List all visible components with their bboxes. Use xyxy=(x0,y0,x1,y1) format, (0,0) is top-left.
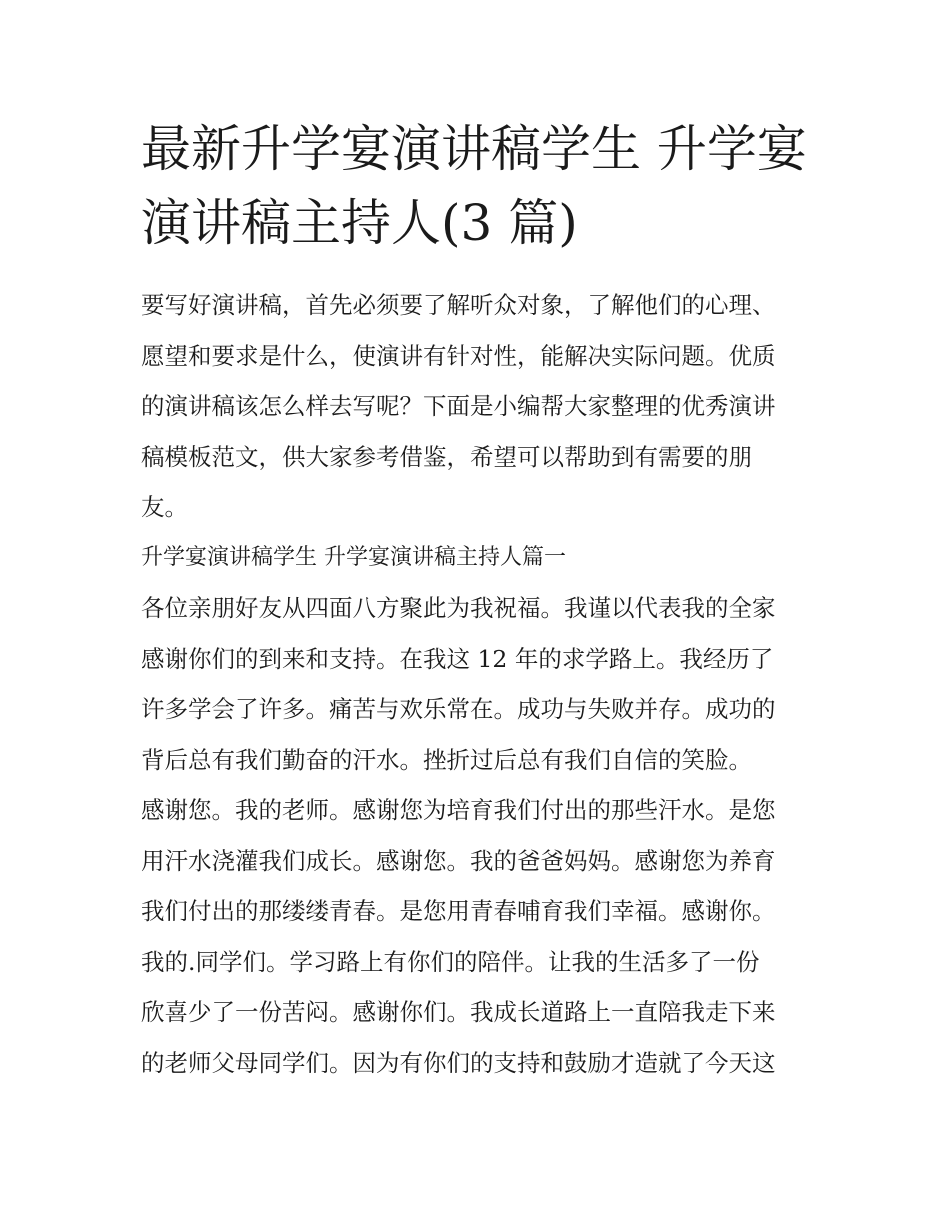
body-line: 许多学会了许多。痛苦与欢乐常在。成功与失败并存。成功的 xyxy=(141,695,776,723)
body-line: 感谢你们的到来和支持。在我这 12 年的求学路上。我经历了 xyxy=(141,644,774,673)
document-title: 最新升学宴演讲稿学生 升学宴演讲稿主持人(3 篇) xyxy=(141,120,807,252)
document-content xyxy=(141,112,816,1088)
intro-paragraph xyxy=(141,280,816,533)
intro-line: 稿模板范文，供大家参考借鉴，希望可以帮助到有需要的朋 xyxy=(141,442,752,471)
section-heading: 升学宴演讲稿学生 升学宴演讲稿主持人篇一 xyxy=(141,544,566,570)
body-line: 我们付出的那缕缕青春。是您用青春哺育我们幸福。感谢你。 xyxy=(141,897,776,925)
intro-line: 友。 xyxy=(141,493,188,521)
body-line: 欣喜少了一份苦闷。感谢你们。我成长道路上一直陪我走下来 xyxy=(141,998,776,1026)
body-line: 各位亲朋好友从四面八方聚此为我祝福。我谨以代表我的全家 xyxy=(141,594,776,622)
body-line: 用汗水浇灌我们成长。感谢您。我的爸爸妈妈。感谢您为养育 xyxy=(141,846,776,875)
body-paragraph xyxy=(141,583,816,1088)
intro-line: 愿望和要求是什么，使演讲有针对性，能解决实际问题。优质 xyxy=(141,341,776,370)
body-line: 的老师父母同学们。因为有你们的支持和鼓励才造就了今天这 xyxy=(141,1048,776,1077)
intro-line: 要写好演讲稿，首先必须要了解听众对象，了解他们的心理、 xyxy=(141,291,776,319)
body-line: 背后总有我们勤奋的汗水。挫折过后总有我们自信的笑脸。 xyxy=(141,745,752,774)
intro-line: 的演讲稿该怎么样去写呢？下面是小编帮大家整理的优秀演讲 xyxy=(141,392,776,420)
body-line: 我的.同学们。学习路上有你们的陪伴。让我的生活多了一份 xyxy=(141,947,760,976)
body-line: 感谢您。我的老师。感谢您为培育我们付出的那些汗水。是您 xyxy=(141,796,776,824)
